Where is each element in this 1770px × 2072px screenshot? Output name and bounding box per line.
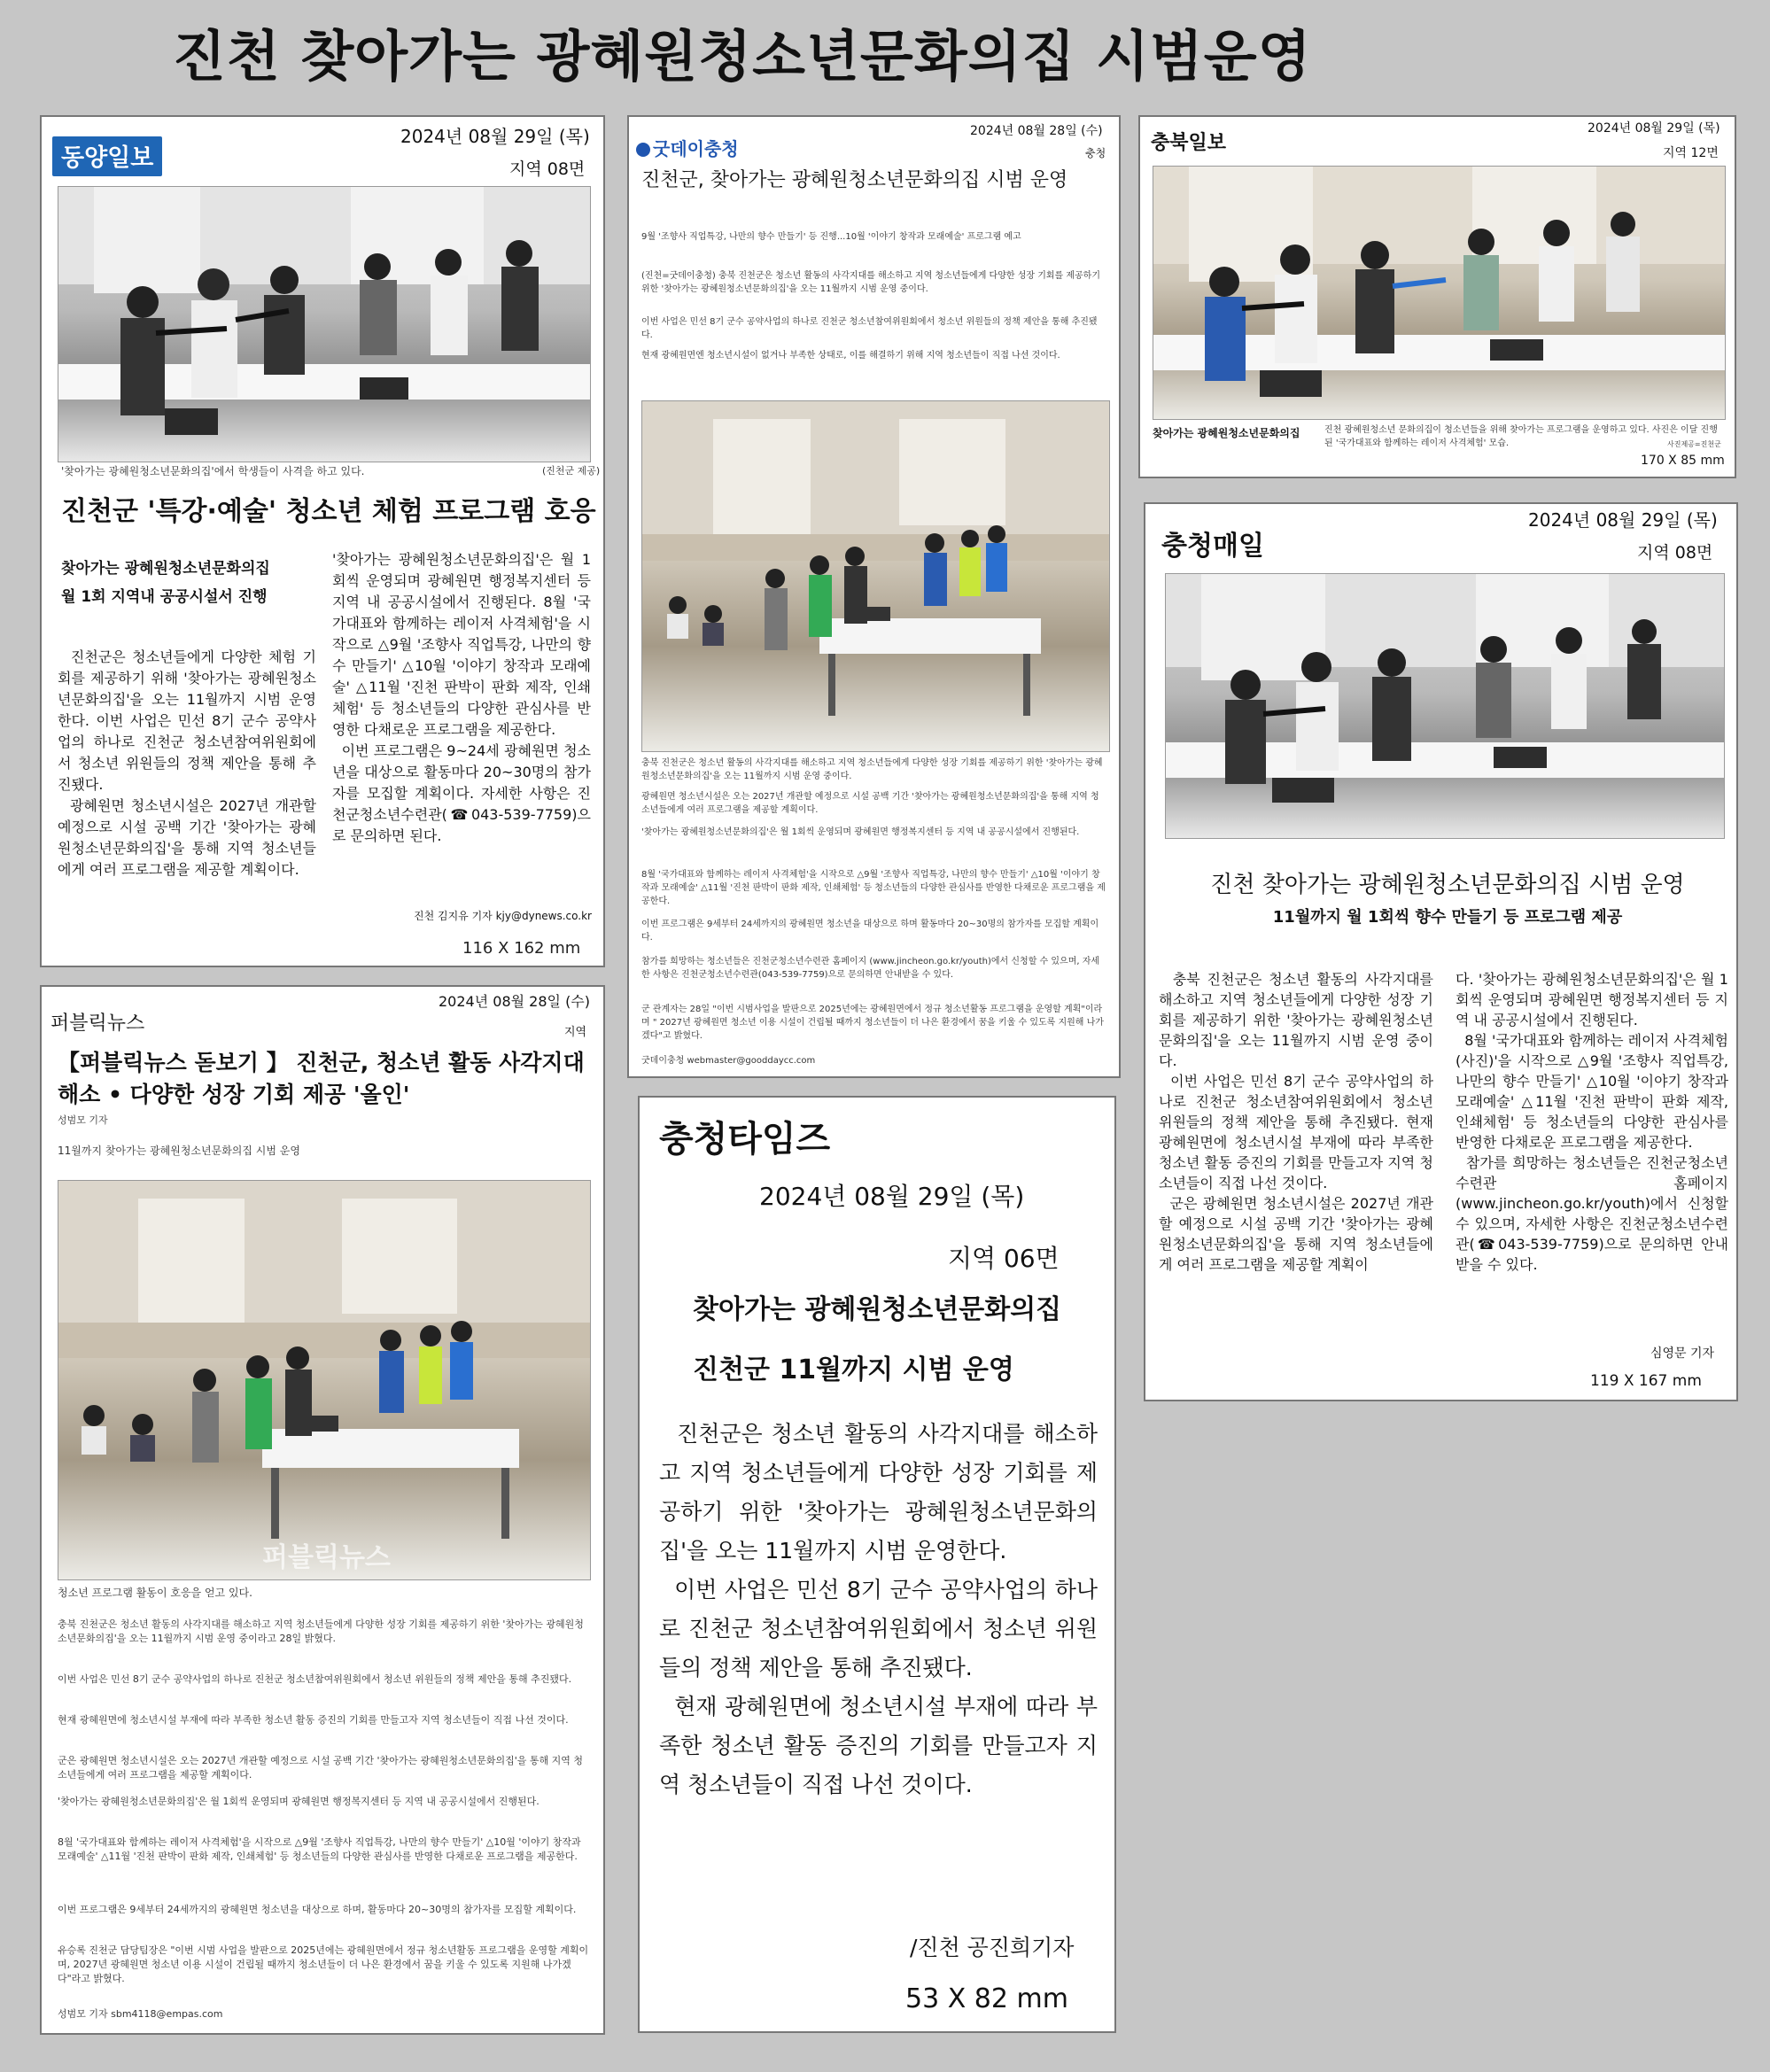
clip-dongyang [40, 115, 605, 967]
caption-text: 진천 광혜원청소년 문화의집이 청소년들을 위해 찾아가는 프로그램을 운영하고 있다. 사진은 이달 진행 된 '국가대표와 함께하는 레이저 사격체험' 모습. [1324, 425, 1718, 448]
column-left: 진천군은 청소년들에게 다양한 체험 기회를 제공하기 위해 '찾아가는 광혜원청소년문화의집'을 오는 11월까지 시범 운영한다. 이번 사업은 민선 8기 군수 공약사업의 하나로 진천군 청소년참여위원회에서 청소년 위원들의 정책 제안을 통해 추진됐다. 광혜원면 청소년시설은 2027년 개관할 예정으로 시설 공백 기간 '찾아가는 광혜원청소년문화의집'을 통해 지역 청소년들에게 여러 프로그램을 제공할 계획이다. [58, 648, 317, 878]
column-right: 다. '찾아가는 광혜원청소년문화의집'은 월 1회씩 운영되며 광혜원면 행정복지센터 등 지역 내 공공시설에서 진행된다. 8월 '국가대표와 함께하는 레이저 사격체험(사진)'을 시작으로 △9월 '조향사 직업특강, 나만의 향수 만들기' △10월 '이야기 창작과 모래예술' △11월 '진천 판박이 판화 제작, 인쇄체험' 등 청소년들의 다양한 관심사를 반영한 다채로운 프로그램을 제공한다. 참가를 희망하는 청소년들은 진천군청소년수련관 홈페이지(www.jincheon.go.kr/youth)에서 신청할 수 있으며, 자세한 사항은 진천군청소년수련관(☎043-539-7759)으로 문의하면 안내받을 수 있다. [1456, 971, 1729, 1273]
clip-section: 지역 [564, 1026, 587, 1039]
photo-shooting [641, 400, 1110, 752]
caption-title: 찾아가는 광혜원청소년문화의집 [1153, 427, 1300, 439]
headline: 진천군, 찾아가는 광혜원청소년문화의집 시범 운영 [641, 169, 1068, 191]
headline-2: 진천군 11월까지 시범 운영 [693, 1354, 1014, 1385]
para-2: 이번 사업은 민선 8기 군수 공약사업의 하나로 진천군 청소년참여위원회에서 청소년 위원들의 정책 제안을 통해 추진됐다. [641, 317, 1098, 340]
paper-name: 충북일보 [1151, 132, 1227, 154]
headline-1: 찾아가는 광혜원청소년문화의집 [693, 1294, 1062, 1325]
para-9: 군 관계자는 28일 "이번 시범사업을 발판으로 2025년에는 광혜원면에서 정규 청소년활동 프로그램을 운영할 계획"이라며 " 2027년 광혜원면 청소년 이용 시설이 건립될 때까지 청소년들이 더 나은 환경에서 꿈을 키울 수 있도록 지원해 나가겠다"고 밝혔다. [641, 1005, 1104, 1041]
subhead: 11월까지 찾아가는 광혜원청소년문화의집 시범 운영 [58, 1145, 300, 1157]
para-1: 충북 진천군은 청소년 활동의 사각지대를 해소하고 지역 청소년들에게 다양한 성장 기회를 제공하기 위한 '찾아가는 광혜원청소년문화의집'을 오는 11월까지 시범 운영 중이라고 28일 밝혔다. [58, 1618, 584, 1644]
para-4: 광혜원면 청소년시설은 오는 2027년 개관할 예정으로 시설 공백 기간 '찾아가는 광혜원청소년문화의집'을 통해 지역 청소년들에게 여러 프로그램을 제공할 계획이다. [641, 792, 1099, 815]
logo-mark-icon [636, 143, 650, 157]
byline: 굿데이충청 webmaster@gooddaycc.com [641, 1056, 816, 1066]
photo-shooting [58, 1180, 591, 1580]
paper-name: 굿데이충청 [653, 138, 739, 159]
para-3: 현재 광혜원면에 청소년시설 부재에 따라 부족한 청소년 활동 증진의 기회를 만들고자 지역 청소년들이 직접 나선 것이다. [58, 1714, 569, 1726]
clip-date: 2024년 08월 29일 (목) [400, 126, 590, 147]
clip-date: 2024년 08월 28일 (수) [970, 124, 1103, 138]
photo-shooting [1165, 573, 1725, 839]
para-6: 8월 '국가대표와 함께하는 레이저 사격체험'을 시작으로 △9월 '조향사 직업특강, 나만의 향수 만들기' △10월 '이야기 창작과 모래예술' △11월 '진천 판박이 판화 제작, 인쇄체험' 등 청소년들의 다양한 관심사를 반영한 다채로운 프로그램을 제공한다. [641, 870, 1106, 906]
clip-chungcheong-maeil [1144, 502, 1738, 1401]
para-5: '찾아가는 광혜원청소년문화의집'은 월 1회씩 운영되며 광혜원면 행정복지센터 등 지역 내 공공시설에서 진행된다. [58, 1796, 540, 1807]
byline: 진천 김지유 기자 kjy@dynews.co.kr [414, 910, 592, 922]
column-left: 충북 진천군은 청소년 활동의 사각지대를 해소하고 지역 청소년들에게 다양한 성장 기회를 제공하기 위한 '찾아가는 광혜원청소년문화의집'을 오는 11월까지 시범 운영 중이다. 이번 사업은 민선 8기 군수 공약사업의 하나로 진천군 청소년참여위원회에서 청소년 위원들의 정책 제안을 통해 추진됐다. 현재 광혜원면에 청소년시설 부재에 따라 부족한 청소년 활동 증진의 기회를 만들고자 지역 청소년들이 직접 나선 것이다. 군은 광혜원면 청소년시설은 2027년 개관할 예정으로 시설 공백 기간 '찾아가는 광혜원청소년문화의집'을 통해 지역 청소년들에게 여러 프로그램을 제공할 계획이 [1159, 971, 1434, 1273]
headline: 【퍼블릭뉴스 돋보기 】 진천군, 청소년 활동 사각지대 해소 • 다양한 성장 기회 제공 '올인' [58, 1050, 585, 1107]
clip-chungbuk [1138, 115, 1736, 478]
column-right: '찾아가는 광혜원청소년문화의집'은 월 1회씩 운영되며 광혜원면 행정복지센터 등 지역 내 공공시설에서 진행된다. 8월 '국가대표와 함께하는 레이저 사격체험'을 시작으로 △9월 '조향사 직업특강, 나만의 향수 만들기' △10월 '이야기 창작과 모래예술' △11월 '진천 판박이 판화 제작, 인쇄체험' 등 청소년들의 다양한 관심사를 반영한 다채로운 프로그램을 제공한다. 이번 프로그램은 9~24세 광혜원면 청소년을 대상으로 활동마다 20~30명의 참가자를 모집할 계획이다. 자세한 사항은 진천군청소년수련관(☎043-539-7759)으로 문의하면 된다. [332, 551, 591, 844]
clip-date: 2024년 08월 29일 (목) [1528, 509, 1718, 531]
para-7: 이번 프로그램은 9세부터 24세까지의 광혜원면 청소년을 대상으로 하며, 활동마다 20~30명의 참가자를 모집할 계획이다. [58, 1904, 577, 1915]
reporter: 성범모 기자 [58, 1114, 108, 1126]
clip-size: 53 X 82 mm [905, 1983, 1068, 2014]
photo-shooting [1153, 166, 1726, 420]
byline: /진천 공진희기자 [910, 1935, 1075, 1960]
clip-size: 119 X 167 mm [1590, 1372, 1702, 1390]
para-2: 이번 사업은 민선 8기 군수 공약사업의 하나로 진천군 청소년참여위원회에서 청소년 위원들의 정책 제안을 통해 추진됐다. [58, 1673, 572, 1685]
para-8: 참가를 희망하는 청소년들은 진천군청소년수련관 홈페이지 (www.jincheon.go.kr/youth)에서 신청할 수 있으며, 자세한 사항은 진천군청소년수련관(043-539-7759)으로 문의하면 안내받을 수 있다. [641, 957, 1100, 980]
photo-caption: '찾아가는 광혜원청소년문화의집'에서 학생들이 사격을 하고 있다. [61, 465, 365, 477]
paper-name: 충청매일 [1161, 531, 1264, 562]
clip-public-news [40, 985, 605, 2035]
clip-size: 116 X 162 mm [462, 939, 581, 958]
clip-section: 충청 [1085, 147, 1106, 159]
para-5: '찾아가는 광혜원청소년문화의집'은 월 1회씩 운영되며 광혜원면 행정복지센터 등 지역 내 공공시설에서 진행된다. [641, 827, 1080, 837]
photo-credit: (진천군 제공) [542, 465, 601, 477]
para-4: 군은 광혜원면 청소년시설은 오는 2027년 개관할 예정으로 시설 공백 기간 '찾아가는 광혜원청소년문화의집'을 통해 지역 청소년들에게 여러 프로그램을 제공할 계획이다. [58, 1755, 584, 1781]
paper-name: 충청타임즈 [659, 1119, 831, 1160]
lead: 9월 '조향사 직업특강, 나만의 향수 만들기' 등 진행...10월 '이야기 창작과 모래예술' 프로그램 예고 [641, 232, 1021, 242]
clip-section: 지역 12면 [1663, 146, 1719, 160]
photo-caption: 청소년 프로그램 활동이 호응을 얻고 있다. [58, 1587, 252, 1599]
caption-credit: 사진제공=진천군 [1667, 440, 1721, 448]
para-3: 현재 광혜원면엔 청소년시설이 없거나 부족한 상태로, 이를 해결하기 위해 지역 청소년들이 직접 나선 것이다. [641, 351, 1060, 361]
paper-name: 퍼블릭뉴스 [50, 1013, 145, 1035]
clip-section: 지역 08면 [509, 159, 586, 179]
subhead: 11월까지 월 1회씩 향수 만들기 등 프로그램 제공 [1272, 908, 1623, 927]
clip-date: 2024년 08월 28일 (수) [439, 993, 591, 1010]
clip-chungcheong-times [638, 1096, 1116, 2033]
para-6: 8월 '국가대표와 함께하는 레이저 사격체험'을 시작으로 △9월 '조향사 직업특강, 나만의 향수 만들기' △10월 '이야기 창작과 모래예술' △11월 '진천 판박이 판화 제작, 인쇄체험' 등 청소년들의 다양한 관심사를 반영한 다채로운 프로그램을 제공한다. [58, 1836, 581, 1862]
para-7: 이번 프로그램은 9세부터 24세까지의 광혜원면 청소년을 대상으로 하며 활동마다 20~30명의 참가자를 모집할 계획이다. [641, 920, 1099, 943]
byline: 성범모 기자 sbm4118@empas.com [58, 2008, 223, 2020]
clip-date: 2024년 08월 29일 (목) [1588, 121, 1720, 136]
para-8: 유승록 진천군 담당팀장은 "이번 시범 사업을 발판으로 2025년에는 광혜원면에서 정규 청소년활동 프로그램을 운영할 계획이며, 2027년 광혜원면 청소년 이용 시설이 건립될 때까지 청소년들이 더 나은 환경에서 꿈을 키울 수 있도록 지원해 나가겠다"라고 밝혔다. [58, 1944, 589, 1984]
paper-logo [636, 135, 739, 160]
article-body: 진천군은 청소년 활동의 사각지대를 해소하고 지역 청소년들에게 다양한 성장 기회를 제공하기 위한 '찾아가는 광혜원청소년문화의집'을 오는 11월까지 시범 운영한다. 이번 사업은 민선 8기 군수 공약사업의 하나로 진천군 청소년참여위원회에서 청소년 위원들의 정책 제안을 통해 추진됐다. 현재 광혜원면에 청소년시설 부재에 따라 부족한 청소년 활동 증진의 기회를 만들고자 지역 청소년들이 직접 나선 것이다. [659, 1421, 1098, 1797]
photo-caption: 충북 진천군은 청소년 활동의 사각지대를 해소하고 지역 청소년들에게 다양한 성장 기회를 제공하기 위한 '찾아가는 광혜원청소년문화의집'을 오는 11월까지 시범 운영 중이다. [641, 758, 1103, 781]
headline: 진천 찾아가는 광혜원청소년문화의집 시범 운영 [1210, 872, 1685, 898]
paper-logo: 동양일보 [52, 136, 162, 176]
byline: 심영문 기자 [1650, 1346, 1715, 1361]
clip-section: 지역 08면 [1637, 543, 1713, 563]
page-title: 진천 찾아가는 광혜원청소년문화의집 시범운영 [173, 24, 1312, 89]
headline: 진천군 '특강·예술' 청소년 체험 프로그램 호응 [61, 496, 596, 527]
clip-goodday [627, 115, 1121, 1078]
subhead-1: 찾아가는 광혜원청소년문화의집 [61, 560, 270, 578]
watermark: 퍼블릭뉴스 [262, 1542, 391, 1573]
clip-section: 지역 06면 [948, 1244, 1060, 1273]
subhead-2: 월 1회 지역내 공공시설서 진행 [61, 588, 268, 606]
photo-shooting [58, 186, 591, 462]
para-1: (진천=굿데이충청) 충북 진천군은 청소년 활동의 사각지대를 해소하고 지역 청소년들에게 다양한 성장 기회를 제공하기 위한 '찾아가는 광혜원청소년문화의집'을 오는 11월까지 시범 운영 중이다. [641, 271, 1101, 294]
clip-size: 170 X 85 mm [1641, 454, 1725, 468]
clip-date: 2024년 08월 29일 (목) [759, 1182, 1025, 1211]
